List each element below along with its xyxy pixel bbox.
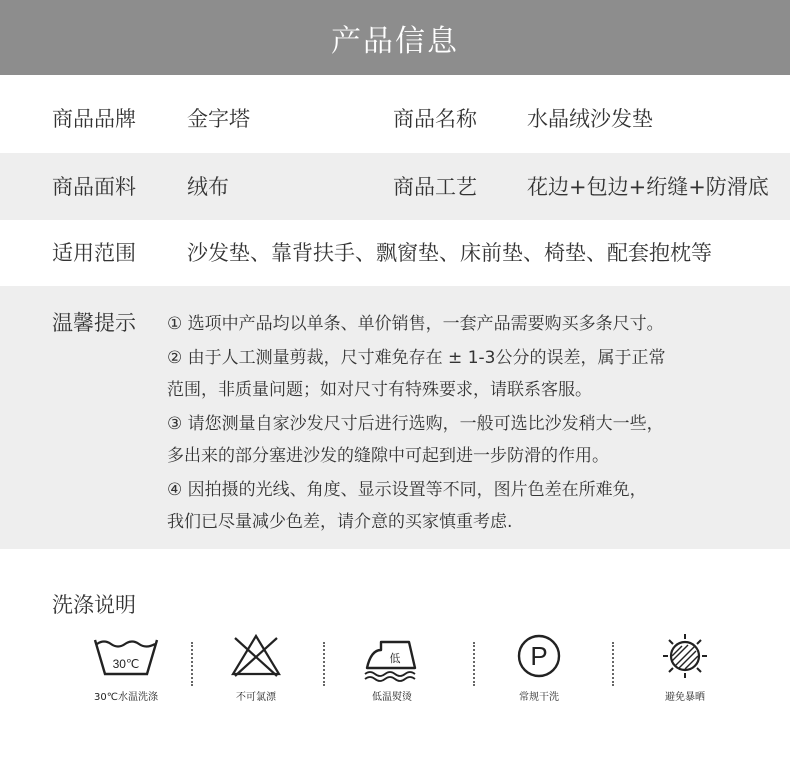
brand-label: 商品品牌 <box>52 107 136 131</box>
name-value: 水晶绒沙发垫 <box>527 107 653 131</box>
info-row-brand <box>0 75 790 153</box>
craft-label: 商品工艺 <box>393 175 477 199</box>
tip-line: ① 选项中产品均以单条、单价销售，一套产品需要购买多条尺寸。 <box>167 314 664 334</box>
tip-line: ② 由于人工测量剪裁，尺寸难免存在 ± 1-3公分的误差，属于正常 <box>167 348 666 368</box>
dry-clean-text: P <box>530 641 548 671</box>
tips-label: 温馨提示 <box>52 311 136 335</box>
craft-value: 花边+包边+绗缝+防滑底 <box>527 175 769 199</box>
scope-label: 适用范围 <box>52 241 136 265</box>
no-sun-label: 避免暴晒 <box>665 692 705 703</box>
scope-value: 沙发垫、靠背扶手、飘窗垫、床前垫、椅垫、配套抱枕等 <box>187 241 712 265</box>
tip-line: 我们已尽量减少色差，请介意的买家慎重考虑. <box>167 512 513 532</box>
tip-item <box>167 342 665 406</box>
info-row-tips <box>0 286 790 549</box>
brand-value: 金字塔 <box>187 107 250 131</box>
tip-item <box>167 474 665 538</box>
wash-tub-icon <box>56 630 196 703</box>
no-bleach-icon <box>186 630 326 703</box>
dry-clean-label: 常规干洗 <box>519 692 559 703</box>
iron-low-icon <box>322 630 462 703</box>
tip-line: 多出来的部分塞进沙发的缝隙中可起到进一步防滑的作用。 <box>167 446 609 466</box>
section-header <box>0 0 790 75</box>
tip-line: ④ 因拍摄的光线、角度、显示设置等不同，图片色差在所难免， <box>167 480 647 500</box>
section-title: 产品信息 <box>331 23 459 59</box>
wash-temp-text: 30℃ <box>112 657 140 671</box>
no-sun-icon <box>615 630 755 703</box>
tip-line: ③ 请您测量自家沙发尺寸后进行选购，一般可选比沙发稍大一些， <box>167 414 664 434</box>
info-row-scope <box>0 220 790 286</box>
tip-item <box>167 408 665 472</box>
washing-title: 洗涤说明 <box>52 593 136 617</box>
iron-level-text: 低 <box>389 652 401 665</box>
info-row-fabric <box>0 153 790 220</box>
washing-icons <box>0 630 790 720</box>
no-bleach-label: 不可氯漂 <box>236 692 276 703</box>
iron-low-label: 低温熨烫 <box>372 692 412 703</box>
fabric-value: 绒布 <box>187 175 229 199</box>
wash-tub-label: 30℃水温洗涤 <box>94 692 158 703</box>
tip-item <box>167 308 665 340</box>
divider <box>612 642 614 686</box>
tip-line: 范围，非质量问题；如对尺寸有特殊要求，请联系客服。 <box>167 380 592 400</box>
name-label: 商品名称 <box>393 107 477 131</box>
fabric-label: 商品面料 <box>52 175 136 199</box>
dry-clean-icon <box>469 630 609 703</box>
tips-list <box>167 308 665 540</box>
